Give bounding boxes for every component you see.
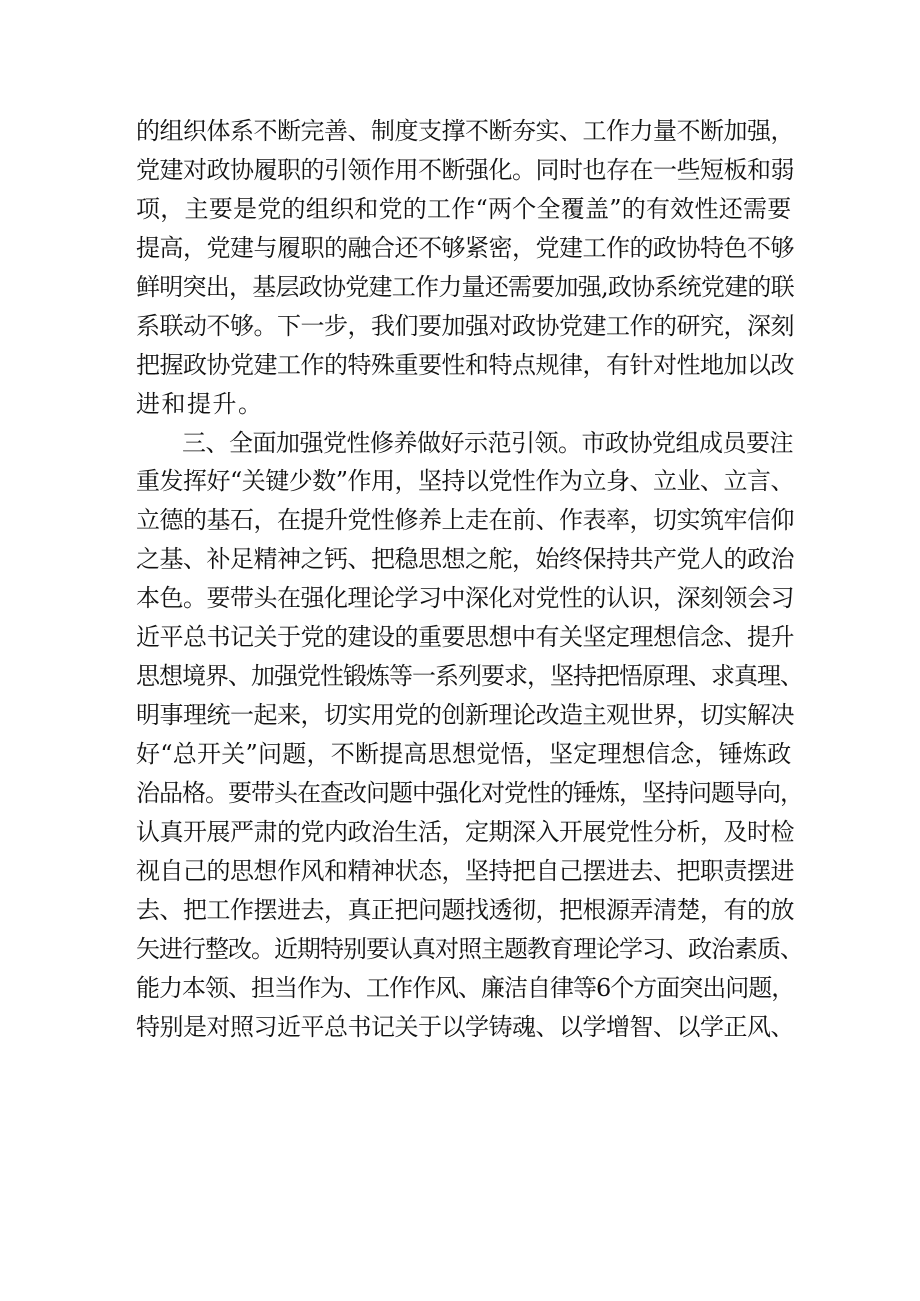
text-line: 的组织体系不断完善、制度支撑不断夯实、工作力量不断加强， xyxy=(136,117,794,145)
paragraph-1 xyxy=(136,112,796,424)
text-line: 立德的基石，在提升党性修养上走在前、作表率，切实筑牢信仰 xyxy=(136,506,794,535)
text-line: 好“总开关”问题，不断提高思想觉悟，坚定理想信念，锤炼政 xyxy=(136,740,792,768)
text-line: 近平总书记关于党的建设的重要思想中有关坚定理想信念、提升 xyxy=(136,623,794,652)
text-line: 党建对政协履职的引领作用不断强化。同时也存在一些短板和弱 xyxy=(136,155,794,184)
text-line: 系联动不够。下一步，我们要加强对政协党建工作的研究，深刻 xyxy=(136,311,794,340)
text-line: 矢进行整改。近期特别要认真对照主题教育理论学习、政治素质、 xyxy=(136,934,803,963)
text-line: 提高，党建与履职的融合还不够紧密，党建工作的政协特色不够 xyxy=(136,233,794,262)
paragraph-2 xyxy=(136,424,803,1047)
text-line: 认真开展严肃的党内政治生活，定期深入开展党性分析，及时检 xyxy=(136,817,794,846)
text-line: 三、全面加强党性修养做好示范引领。市政协党组成员要注 xyxy=(182,428,793,457)
text-line: 项，主要是党的组织和党的工作“两个全覆盖”的有效性还需要 xyxy=(136,194,792,223)
text-line: 重发挥好“关键少数”作用，坚持以党性作为立身、立业、立言、 xyxy=(136,467,795,496)
text-line: 思想境界、加强党性锻炼等一系列要求，坚持把悟原理、求真理、 xyxy=(136,662,803,691)
text-line: 明事理统一起来，切实用党的创新理论改造主观世界，切实解决 xyxy=(136,701,794,730)
text-line: 本色。要带头在强化理论学习中深化对党性的认识，深刻领会习 xyxy=(136,584,794,613)
text-line: 视自己的思想作风和精神状态，坚持把自己摆进去、把职责摆进 xyxy=(136,856,794,885)
text-line: 能力本领、担当作为、工作作风、廉洁自律等6个方面突出问题， xyxy=(136,973,795,1002)
text-line: 进和提升。 xyxy=(136,389,264,418)
text-line: 把握政协党建工作的特殊重要性和特点规律，有针对性地加以改 xyxy=(136,350,794,379)
text-line: 治品格。要带头在查改问题中强化对党性的锤炼，坚持问题导向， xyxy=(136,778,803,807)
text-line: 之基、补足精神之钙、把稳思想之舵，始终保持共产党人的政治 xyxy=(136,545,794,574)
text-line: 鲜明突出，基层政协党建工作力量还需要加强,政协系统党建的联 xyxy=(136,272,794,301)
document-page xyxy=(136,112,803,1047)
text-line: 去、把工作摆进去，真正把问题找透彻，把根源弄清楚，有的放 xyxy=(136,895,794,924)
text-line: 特别是对照习近平总书记关于以学铸魂、以学增智、以学正风、 xyxy=(136,1012,794,1041)
